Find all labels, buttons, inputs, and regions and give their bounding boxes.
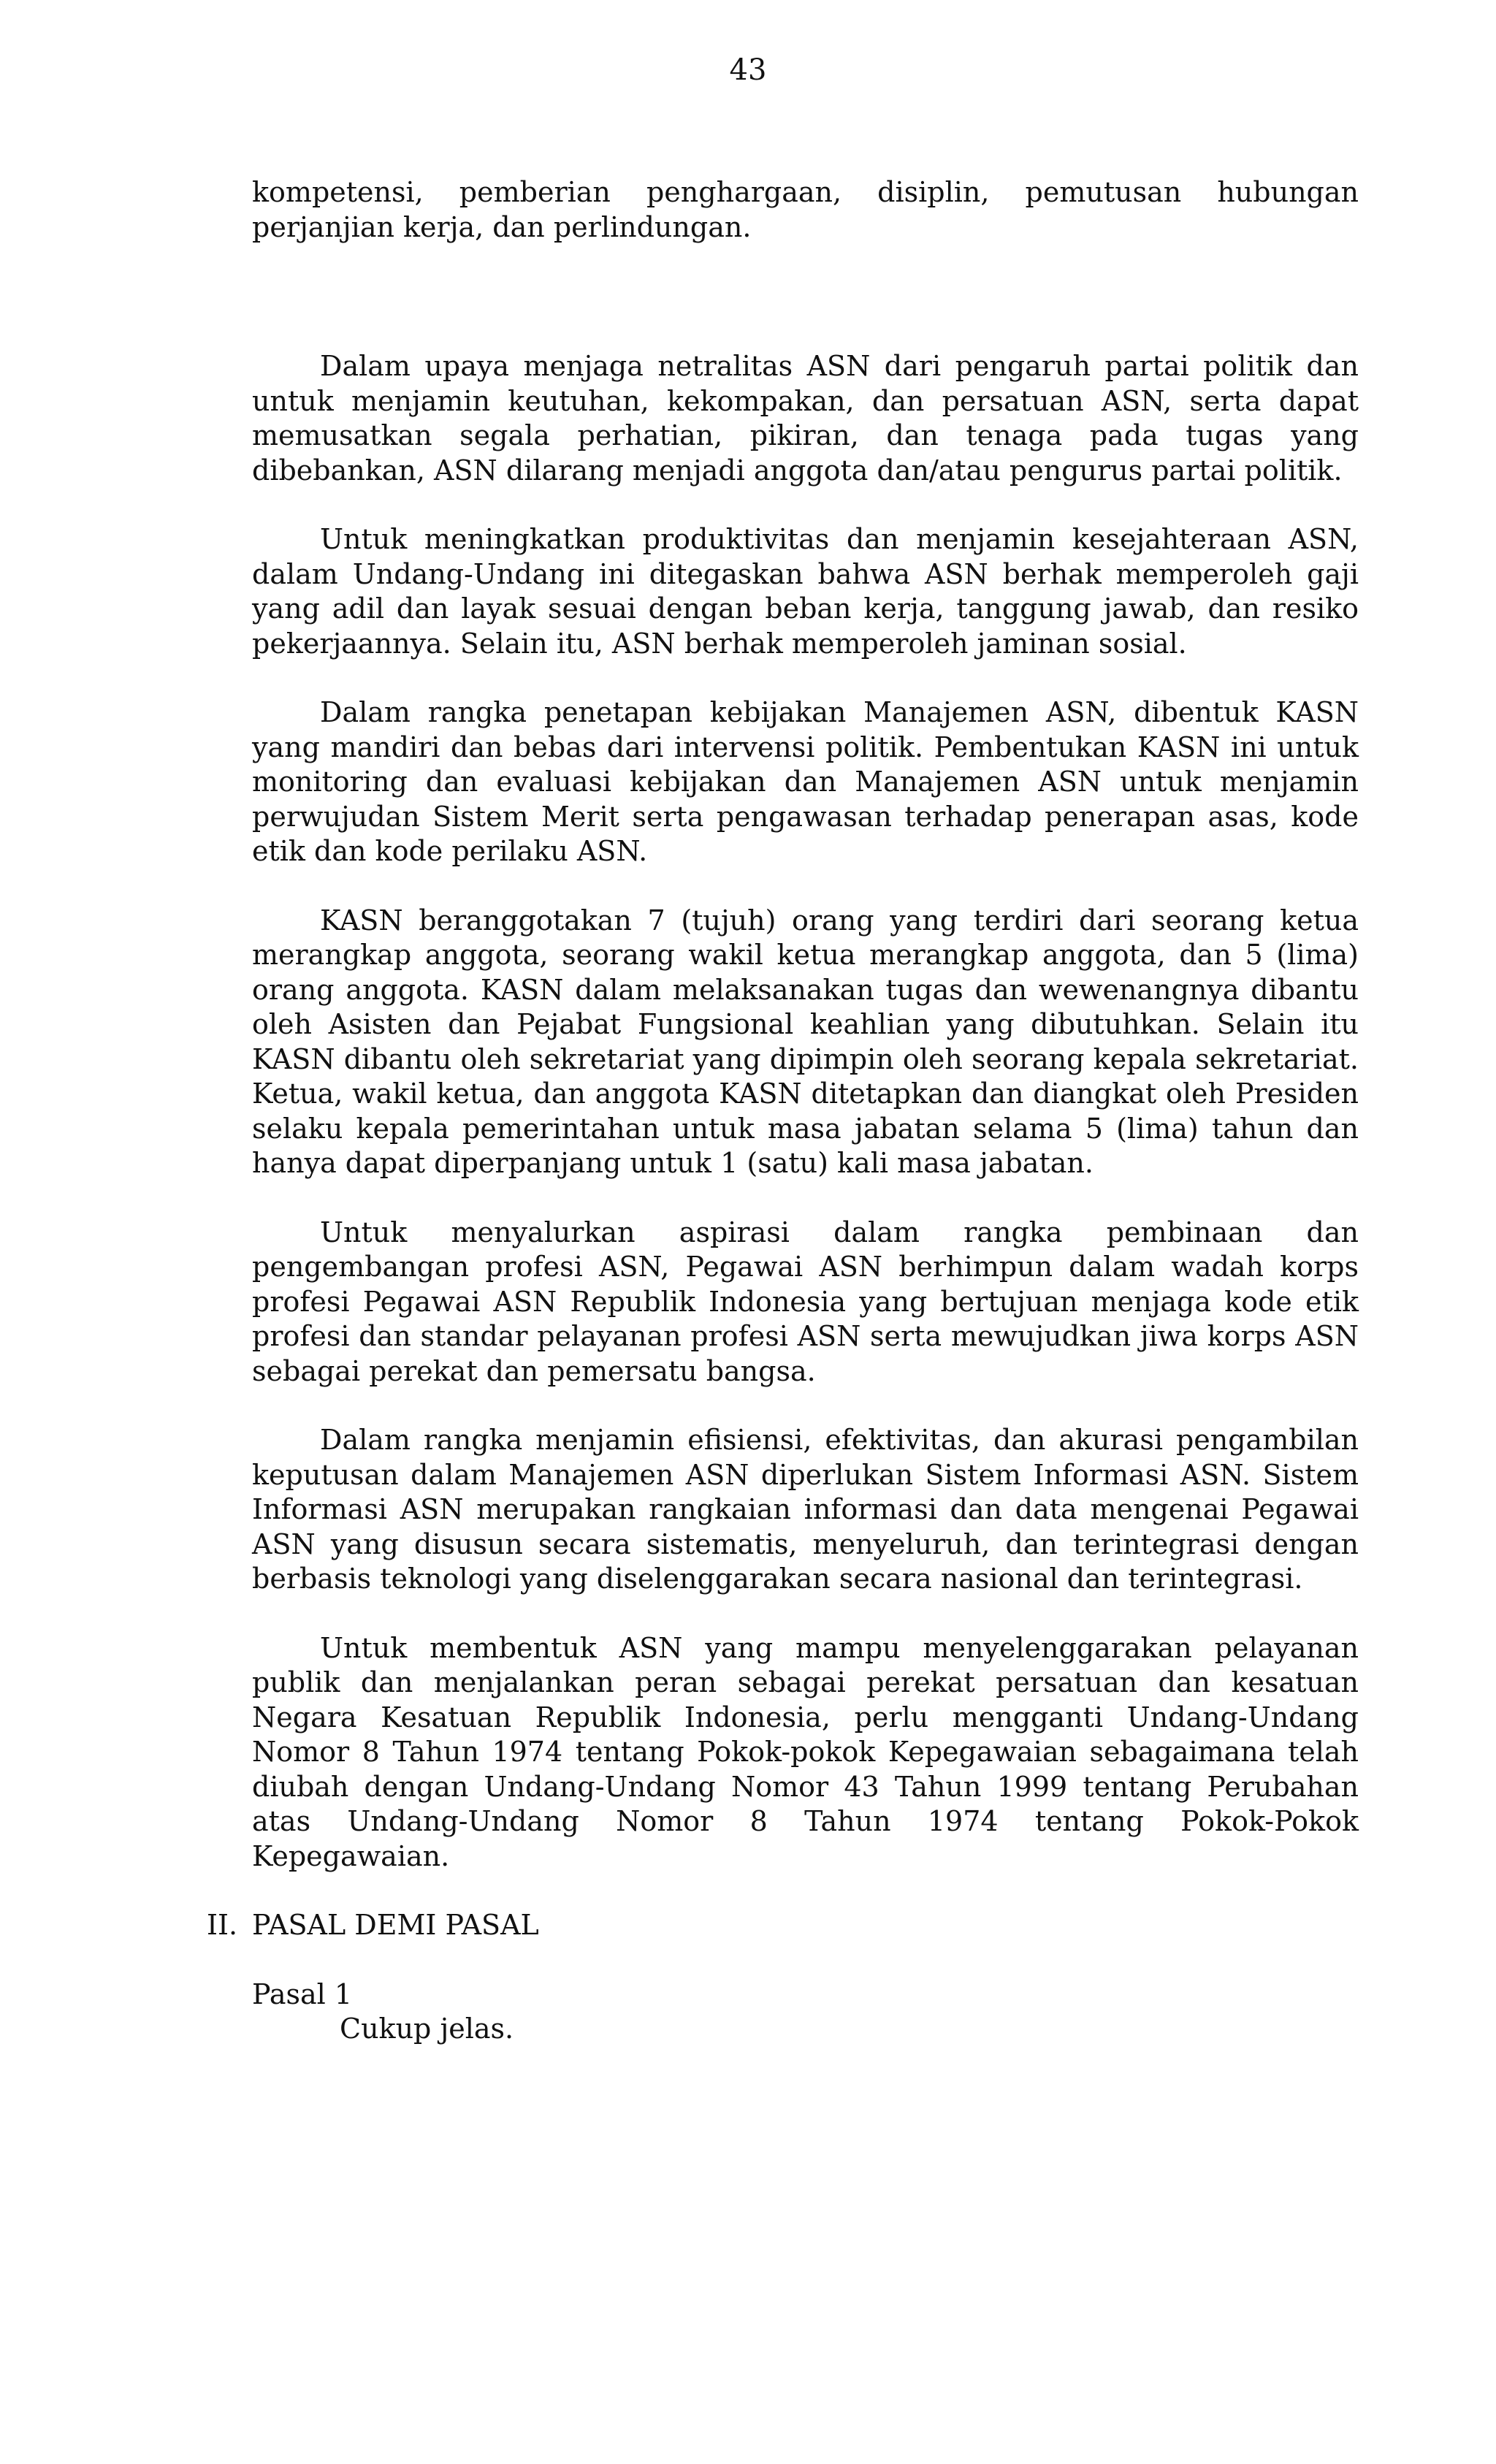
section-heading bbox=[207, 1908, 1359, 1943]
paragraph-korps-profesi: Untuk menyalurkan aspirasi dalam rangka pembinaan dan pengembangan profesi ASN, Pegawai ASN berhimpun dalam wadah korps profesi Pegawai ASN Republik Indonesia yang bertujuan menjaga kode etik profesi dan standar pelayanan profesi ASN serta mewujudkan jiwa korps ASN sebagai perekat dan pemersatu bangsa. bbox=[252, 1216, 1359, 1387]
opening-paragraph: kompetensi, pemberian penghargaan, disiplin, pemutusan hubungan perjanjian kerja, dan perlindungan. bbox=[252, 176, 1359, 243]
document-body bbox=[207, 175, 1359, 2047]
pasal-title: Pasal 1 bbox=[252, 1977, 353, 2010]
page-number: 43 bbox=[729, 53, 767, 87]
section-number: II. bbox=[207, 1909, 238, 1941]
paragraph-gap bbox=[252, 245, 1359, 349]
paragraph-kasn-kebijakan: Dalam rangka penetapan kebijakan Manajemen ASN, dibentuk KASN yang mandiri dan bebas dari intervensi politik. Pembentukan KASN ini untuk monitoring dan evaluasi kebijakan dan Manajemen ASN untuk menjamin perwujudan Sistem Merit serta pengawasan terhadap penerapan asas, kode etik dan kode perilaku ASN. bbox=[252, 696, 1359, 867]
paragraph-sistem-informasi: Dalam rangka menjamin efisiensi, efektivitas, dan akurasi pengambilan keputusan dalam Manajemen ASN diperlukan Sistem Informasi ASN. Sistem Informasi ASN merupakan rangkaian informasi dan data mengenai Pegawai ASN yang disusun secara sistematis, menyeluruh, dan terintegrasi dengan berbasis teknologi yang diselenggarakan secara nasional dan terintegrasi. bbox=[252, 1424, 1359, 1595]
pasal-body: Cukup jelas. bbox=[340, 2013, 514, 2045]
paragraph-netralitas: Dalam upaya menjaga netralitas ASN dari pengaruh partai politik dan untuk menjamin keutuhan, kekompakan, dan persatuan ASN, serta dapat memusatkan segala perhatian, pikiran, dan tenaga pada tugas yang dibebankan, ASN dilarang menjadi anggota dan/atau pengurus partai politik. bbox=[252, 350, 1359, 487]
paragraph-pelayanan-publik: Untuk membentuk ASN yang mampu menyelenggarakan pelayanan publik dan menjalankan peran sebagai perekat persatuan dan kesatuan Negara Kesatuan Republik Indonesia, perlu mengganti Undang-Undang Nomor 8 Tahun 1974 tentang Pokok-pokok Kepegawaian sebagaimana telah diubah dengan Undang-Undang Nomor 43 Tahun 1999 tentang Perubahan atas Undang-Undang Nomor 8 Tahun 1974 tentang Pokok-Pokok Kepegawaian. bbox=[252, 1631, 1359, 1872]
paragraph-produktivitas: Untuk meningkatkan produktivitas dan menjamin kesejahteraan ASN, dalam Undang-Undang ini ditegaskan bahwa ASN berhak memperoleh gaji yang adil dan layak sesuai dengan beban kerja, tanggung jawab, dan resiko pekerjaannya. Selain itu, ASN berhak memperoleh jaminan sosial. bbox=[252, 523, 1359, 660]
paragraph-kasn-anggota: KASN beranggotakan 7 (tujuh) orang yang terdiri dari seorang ketua merangkap anggota, seorang wakil ketua merangkap anggota, dan 5 (lima) orang anggota. KASN dalam melaksanakan tugas dan wewenangnya dibantu oleh Asisten dan Pejabat Fungsional keahlian yang dibutuhkan. Selain itu KASN dibantu oleh sekretariat yang dipimpin oleh seorang kepala sekretariat. Ketua, wakil ketua, dan anggota KASN ditetapkan dan diangkat oleh Presiden selaku kepala pemerintahan untuk masa jabatan selama 5 (lima) tahun dan hanya dapat diperpanjang untuk 1 (satu) kali masa jabatan. bbox=[252, 904, 1359, 1179]
section-title: PASAL DEMI PASAL bbox=[252, 1909, 539, 1941]
